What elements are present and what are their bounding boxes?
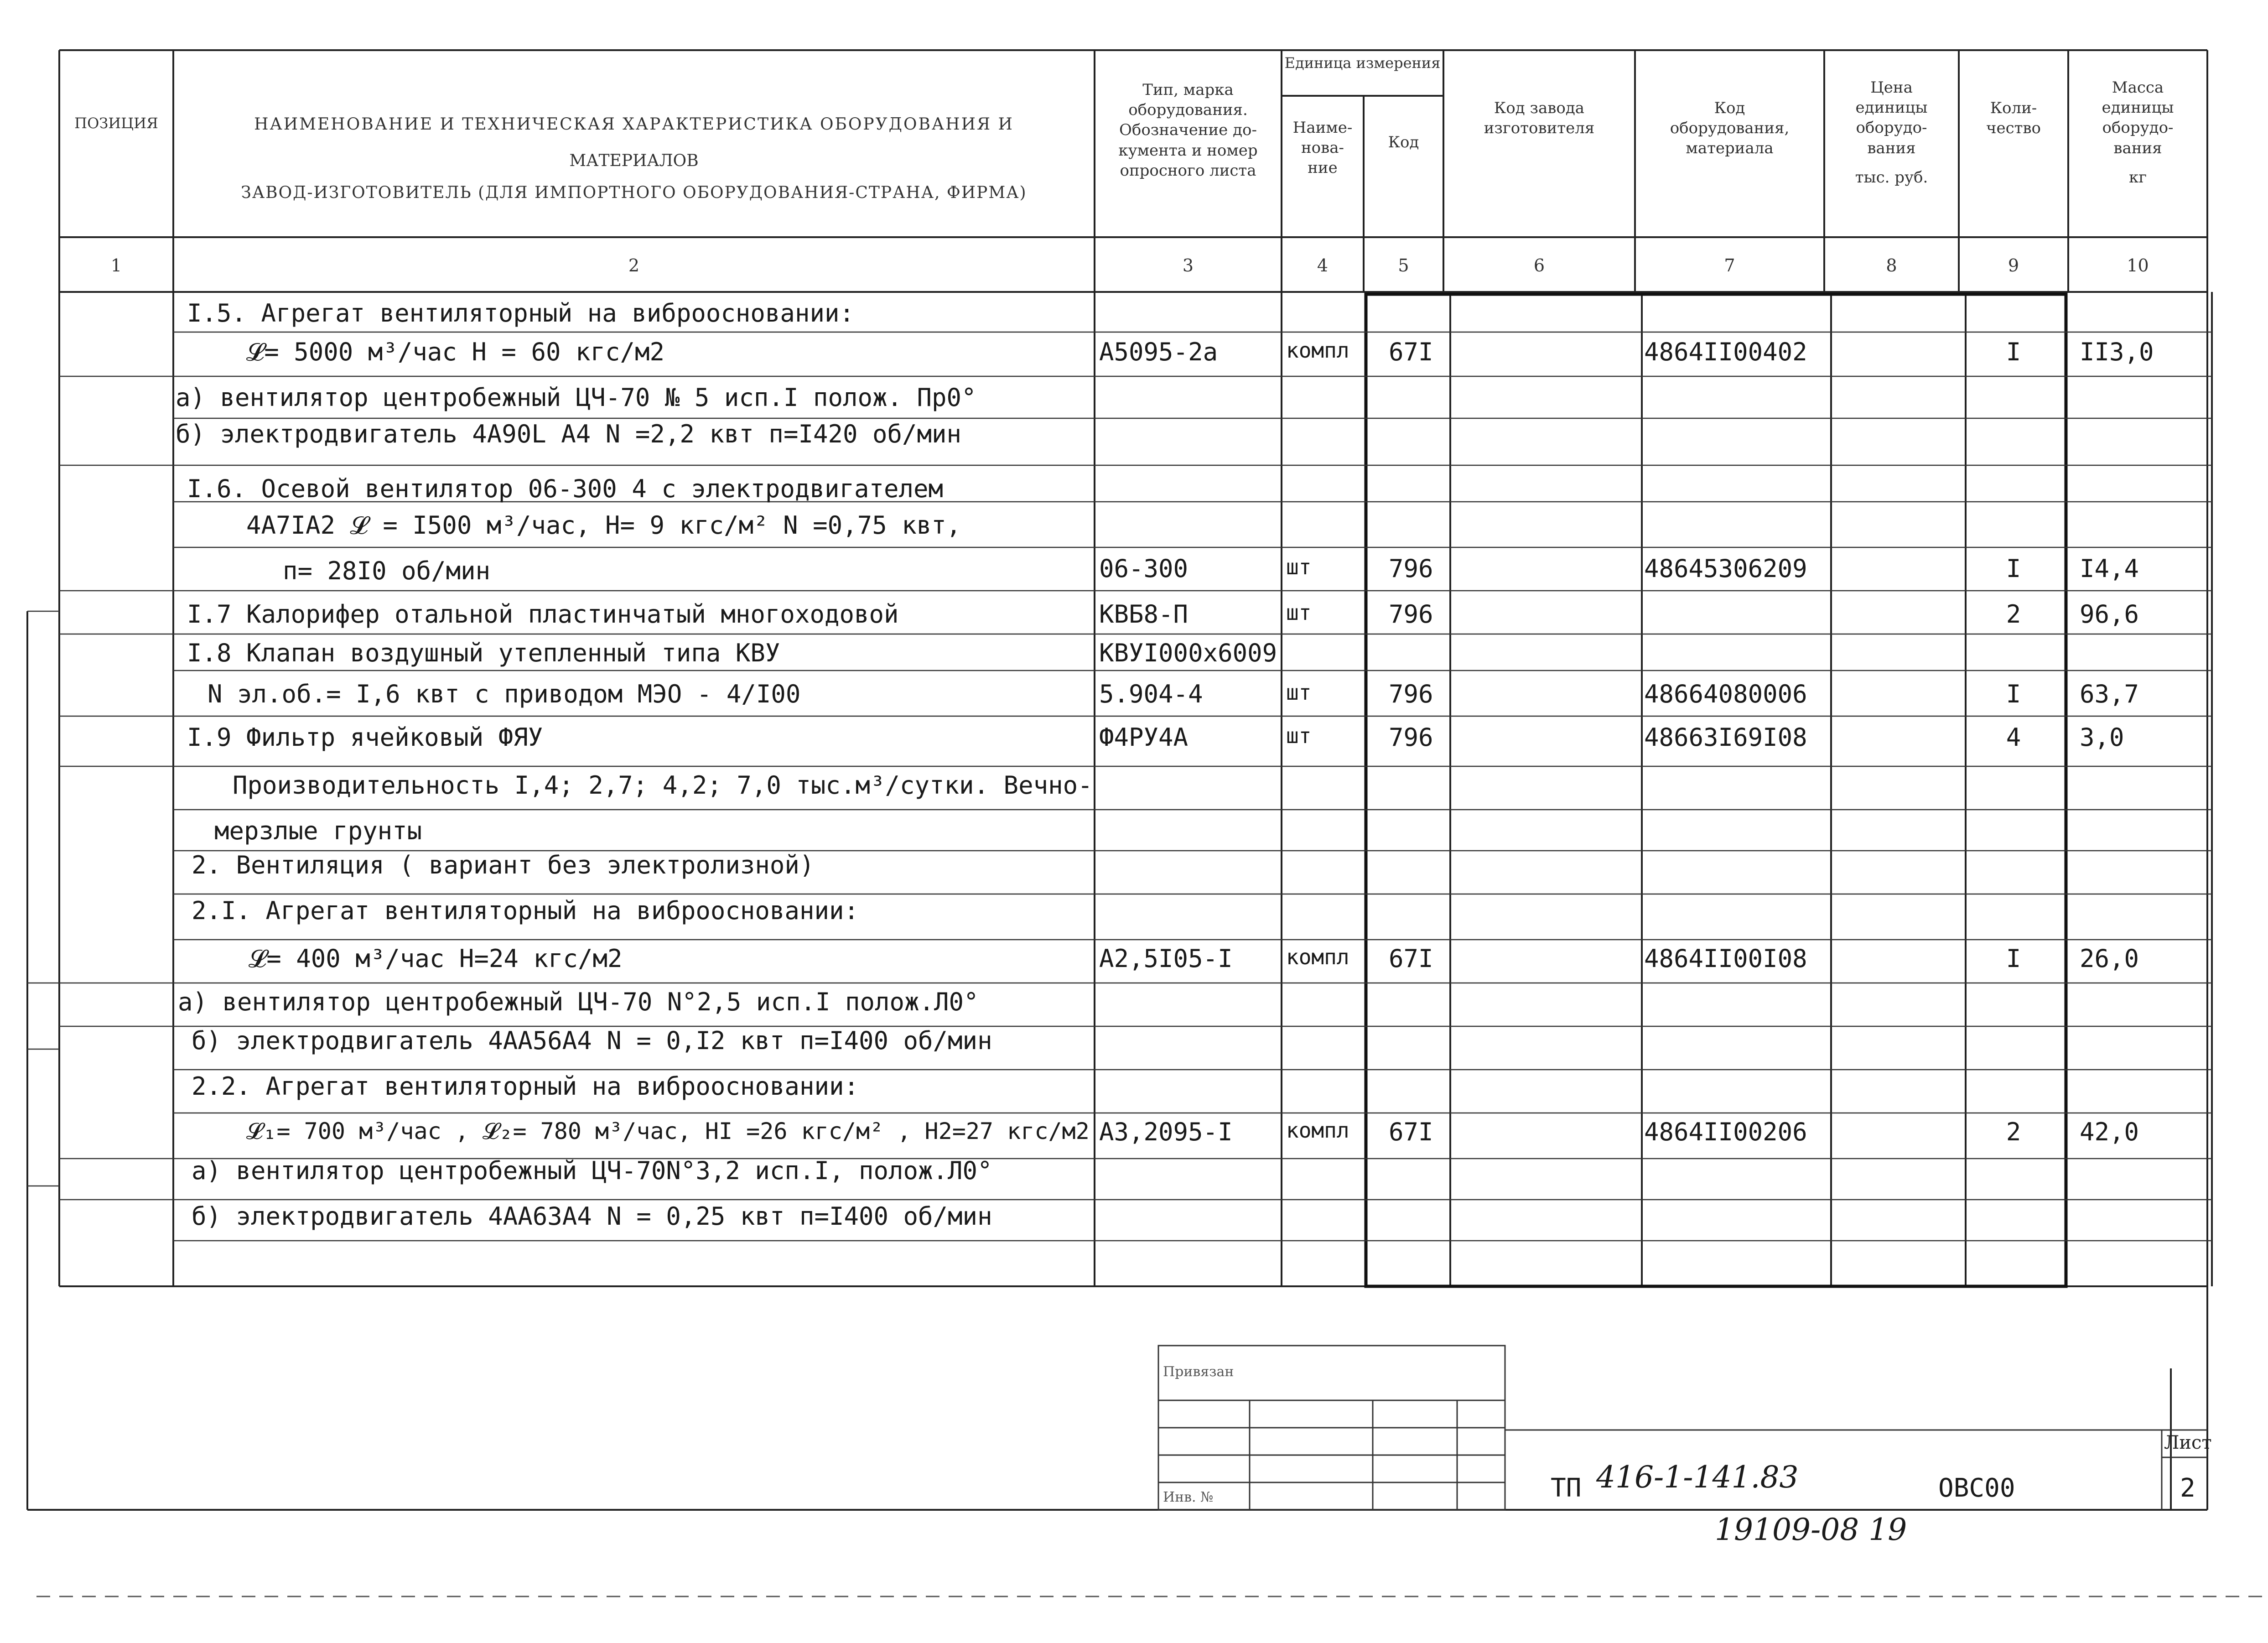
header-quantity <box>1961 98 2066 138</box>
row-1-9-unit: шт <box>1286 723 1312 748</box>
row-2-1-unit-code: 67I <box>1389 944 1433 973</box>
header-equipment-code <box>1637 98 1822 159</box>
row-1-6-title: I.6. Осевой вентилятор 06-300 4 с электродвигателем <box>187 474 944 503</box>
header-unit-name-l1: Наиме- <box>1292 119 1353 137</box>
header-maker-code-l2: изготовителя <box>1484 119 1595 138</box>
header-quantity-l1: Коли- <box>1990 99 2037 117</box>
row-2-2-unit: компл <box>1286 1118 1349 1143</box>
row-1-8-type: КВУI000х6009 <box>1099 639 1277 667</box>
row-1-9-title: I.9 Фильтр ячейковый ФЯУ <box>187 723 543 752</box>
header-mass-l4: вания <box>2113 139 2162 157</box>
row-1-6-rpm: п= 28I0 об/мин <box>283 556 491 585</box>
row-1-5-unit-code: 67I <box>1389 338 1433 366</box>
header-mass-l1: Масса <box>2112 78 2164 97</box>
header-position: ПОЗИЦИЯ <box>74 114 158 132</box>
row-2-1-mass: 26,0 <box>2080 944 2139 973</box>
header-type-mark <box>1097 80 1279 181</box>
header-type-l2: оборудования. <box>1128 101 1248 120</box>
row-1-8-mass: 63,7 <box>2080 680 2139 708</box>
col-number-1: 1 <box>110 255 122 276</box>
row-1-5-motor: б) электродвигатель 4А90L А4 N =2,2 квт п=I420 об/мин <box>176 420 962 448</box>
section-2-title: 2. Вентиляция ( вариант без электролизной) <box>192 851 815 879</box>
row-1-5-params: 𝓛= 5000 м³/час H = 60 кгс/м2 <box>246 338 665 366</box>
row-2-2-unit-code: 67I <box>1389 1118 1433 1146</box>
col-number-10: 10 <box>2127 255 2149 276</box>
row-1-6-mass: I4,4 <box>2080 554 2139 583</box>
row-1-8-equip-code: 48664080006 <box>1644 680 1807 708</box>
row-1-8-doc: 5.904-4 <box>1099 680 1203 708</box>
header-unit-group: Единица измерения <box>1284 54 1441 72</box>
row-2-2-mass: 42,0 <box>2080 1118 2139 1146</box>
header-unit-name-l2: нова- <box>1301 139 1344 157</box>
header-mass-l2: единицы <box>2102 99 2174 117</box>
row-2-1-fan: а) вентилятор центробежный ЦЧ-70 N°2,5 исп.I полож.Л0° <box>178 988 979 1016</box>
row-1-7-qty: 2 <box>2006 600 2021 629</box>
header-unit-code: Код <box>1388 133 1419 151</box>
row-2-1-equip-code: 4864II00I08 <box>1644 944 1807 973</box>
row-2-1-params: 𝓛= 400 м³/час Н=24 кгс/м2 <box>249 944 623 973</box>
header-price-l1: Цена <box>1870 78 1913 97</box>
row-1-5-equip-code: 4864II00402 <box>1644 338 1807 366</box>
header-type-l5: опросного листа <box>1120 161 1256 180</box>
stamp-inventory-label: Инв. № <box>1163 1489 1214 1505</box>
row-2-2-type: А3,2095-I <box>1099 1118 1233 1146</box>
row-1-7-unit-code: 796 <box>1389 600 1433 629</box>
row-1-6-unit-code: 796 <box>1389 554 1433 583</box>
header-type-l1: Тип, марка <box>1142 81 1234 99</box>
row-1-5-mass: II3,0 <box>2080 338 2154 366</box>
section-code: ОВС00 <box>1938 1473 2015 1503</box>
col-number-5: 5 <box>1398 255 1409 276</box>
col-number-8: 8 <box>1886 255 1897 276</box>
header-type-l4: кумента и номер <box>1118 141 1258 160</box>
header-name-line3: ЗАВОД-ИЗГОТОВИТЕЛЬ (ДЛЯ ИМПОРТНОГО ОБОРУДОВАНИЯ-СТРАНА, ФИРМА) <box>241 183 1027 202</box>
header-unit-name <box>1284 118 1361 178</box>
header-maker-code-l1: Код завода <box>1494 99 1585 117</box>
header-price-l3: оборудо- <box>1856 119 1927 137</box>
row-1-9-mass: 3,0 <box>2080 723 2124 752</box>
row-1-5-title: I.5. Агрегат вентиляторный на виброосновании: <box>187 299 854 328</box>
row-1-6-params: 4А7IА2 𝓛 = I500 м³/час, Н= 9 кгс/м² N =0,75 квт, <box>246 511 961 540</box>
doc-code: 416-1-141.83 <box>1596 1460 1799 1495</box>
col-number-6: 6 <box>1533 255 1545 276</box>
row-1-6-equip-code: 48645306209 <box>1644 554 1807 583</box>
header-equipment-code-l2: оборудования, <box>1670 119 1790 138</box>
sheet-label: Лист <box>2164 1432 2212 1453</box>
header-mass-l3: оборудо- <box>2102 119 2174 137</box>
row-1-8-unit: шт <box>1286 680 1312 705</box>
header-price-l4: вания <box>1867 139 1916 157</box>
doc-prefix: ТП <box>1551 1473 1582 1503</box>
row-1-6-unit: шт <box>1286 555 1312 579</box>
row-2-2-fan: а) вентилятор центробежный ЦЧ-70N°3,2 исп.I, полож.Л0° <box>192 1156 992 1185</box>
header-price-l5: тыс. руб. <box>1855 168 1928 187</box>
header-quantity-l2: чество <box>1986 119 2041 138</box>
header-mass <box>2071 78 2205 187</box>
row-1-7-type: КВБ8-П <box>1099 600 1188 629</box>
permafrost-note: мерзлые грунты <box>214 816 422 845</box>
header-mass-l5: кг <box>2128 168 2147 187</box>
row-1-7-title: I.7 Калорифер отальной пластинчатый многоходовой <box>187 600 899 629</box>
row-2-1-type: А2,5I05-I <box>1099 944 1233 973</box>
row-1-8-qty: I <box>2006 680 2021 708</box>
header-name-line1: НАИМЕНОВАНИЕ И ТЕХНИЧЕСКАЯ ХАРАКТЕРИСТИКА ОБОРУДОВАНИЯ И <box>254 115 1014 134</box>
col-number-9: 9 <box>2008 255 2019 276</box>
row-2-1-unit: компл <box>1286 945 1349 969</box>
header-price <box>1827 78 1957 187</box>
row-1-9-equip-code: 48663I69I08 <box>1644 723 1807 752</box>
row-2-2-motor: б) электродвигатель 4АА63А4 N = 0,25 квт п=I400 об/мин <box>192 1202 992 1231</box>
row-1-6-type: 06-300 <box>1099 554 1188 583</box>
col-number-4: 4 <box>1317 255 1329 276</box>
row-1-8-drive: N эл.об.= I,6 квт с приводом МЭО - 4/I00 <box>208 680 801 708</box>
row-1-6-qty: I <box>2006 554 2021 583</box>
row-1-5-fan: а) вентилятор центробежный ЦЧ-70 № 5 исп.I полож. Пр0° <box>176 383 976 412</box>
archive-number: 19109-08 19 <box>1715 1512 1907 1547</box>
row-1-8-title: I.8 Клапан воздушный утепленный типа КВУ <box>187 639 780 667</box>
row-1-5-qty: I <box>2006 338 2021 366</box>
header-unit-name-l3: ние <box>1308 159 1338 177</box>
header-maker-code <box>1446 98 1633 138</box>
row-1-5-type: А5095-2а <box>1099 338 1218 366</box>
header-equipment-code-l1: Код <box>1714 99 1745 117</box>
col-number-2: 2 <box>628 255 640 276</box>
row-2-1-qty: I <box>2006 944 2021 973</box>
row-2-1-motor: б) электродвигатель 4АА56А4 N = 0,I2 квт п=I400 об/мин <box>192 1026 992 1055</box>
row-2-2-equip-code: 4864II00206 <box>1644 1118 1807 1146</box>
row-2-2-params: 𝓛₁= 700 м³/час , 𝓛₂= 780 м³/час, НI =26 кгс/м² , Н2=27 кгс/м2 <box>246 1118 1090 1144</box>
header-price-l2: единицы <box>1855 99 1928 117</box>
row-1-5-unit: компл <box>1286 338 1349 363</box>
row-1-9-qty: 4 <box>2006 723 2021 752</box>
col-number-3: 3 <box>1182 255 1194 276</box>
header-type-l3: Обозначение до- <box>1119 121 1257 140</box>
header-equipment-code-l3: материала <box>1686 139 1774 158</box>
capacity-note: Производительность I,4; 2,7; 4,2; 7,0 тыс.м³/сутки. Вечно- <box>233 771 1093 800</box>
row-2-2-qty: 2 <box>2006 1118 2021 1146</box>
row-1-8-unit-code: 796 <box>1389 680 1433 708</box>
stamp-attached-label: Привязан <box>1163 1364 1234 1380</box>
row-1-9-unit-code: 796 <box>1389 723 1433 752</box>
header-name-line2: МАТЕРИАЛОВ <box>569 151 699 170</box>
row-2-2-title: 2.2. Агрегат вентиляторный на виброосновании: <box>192 1072 859 1101</box>
row-1-7-mass: 96,6 <box>2080 600 2139 629</box>
row-1-7-unit: шт <box>1286 600 1312 625</box>
sheet-number: 2 <box>2180 1473 2195 1503</box>
row-2-1-title: 2.I. Агрегат вентиляторный на виброосновании: <box>192 896 859 925</box>
col-number-7: 7 <box>1724 255 1735 276</box>
row-1-9-type: Ф4РУ4А <box>1099 723 1188 752</box>
